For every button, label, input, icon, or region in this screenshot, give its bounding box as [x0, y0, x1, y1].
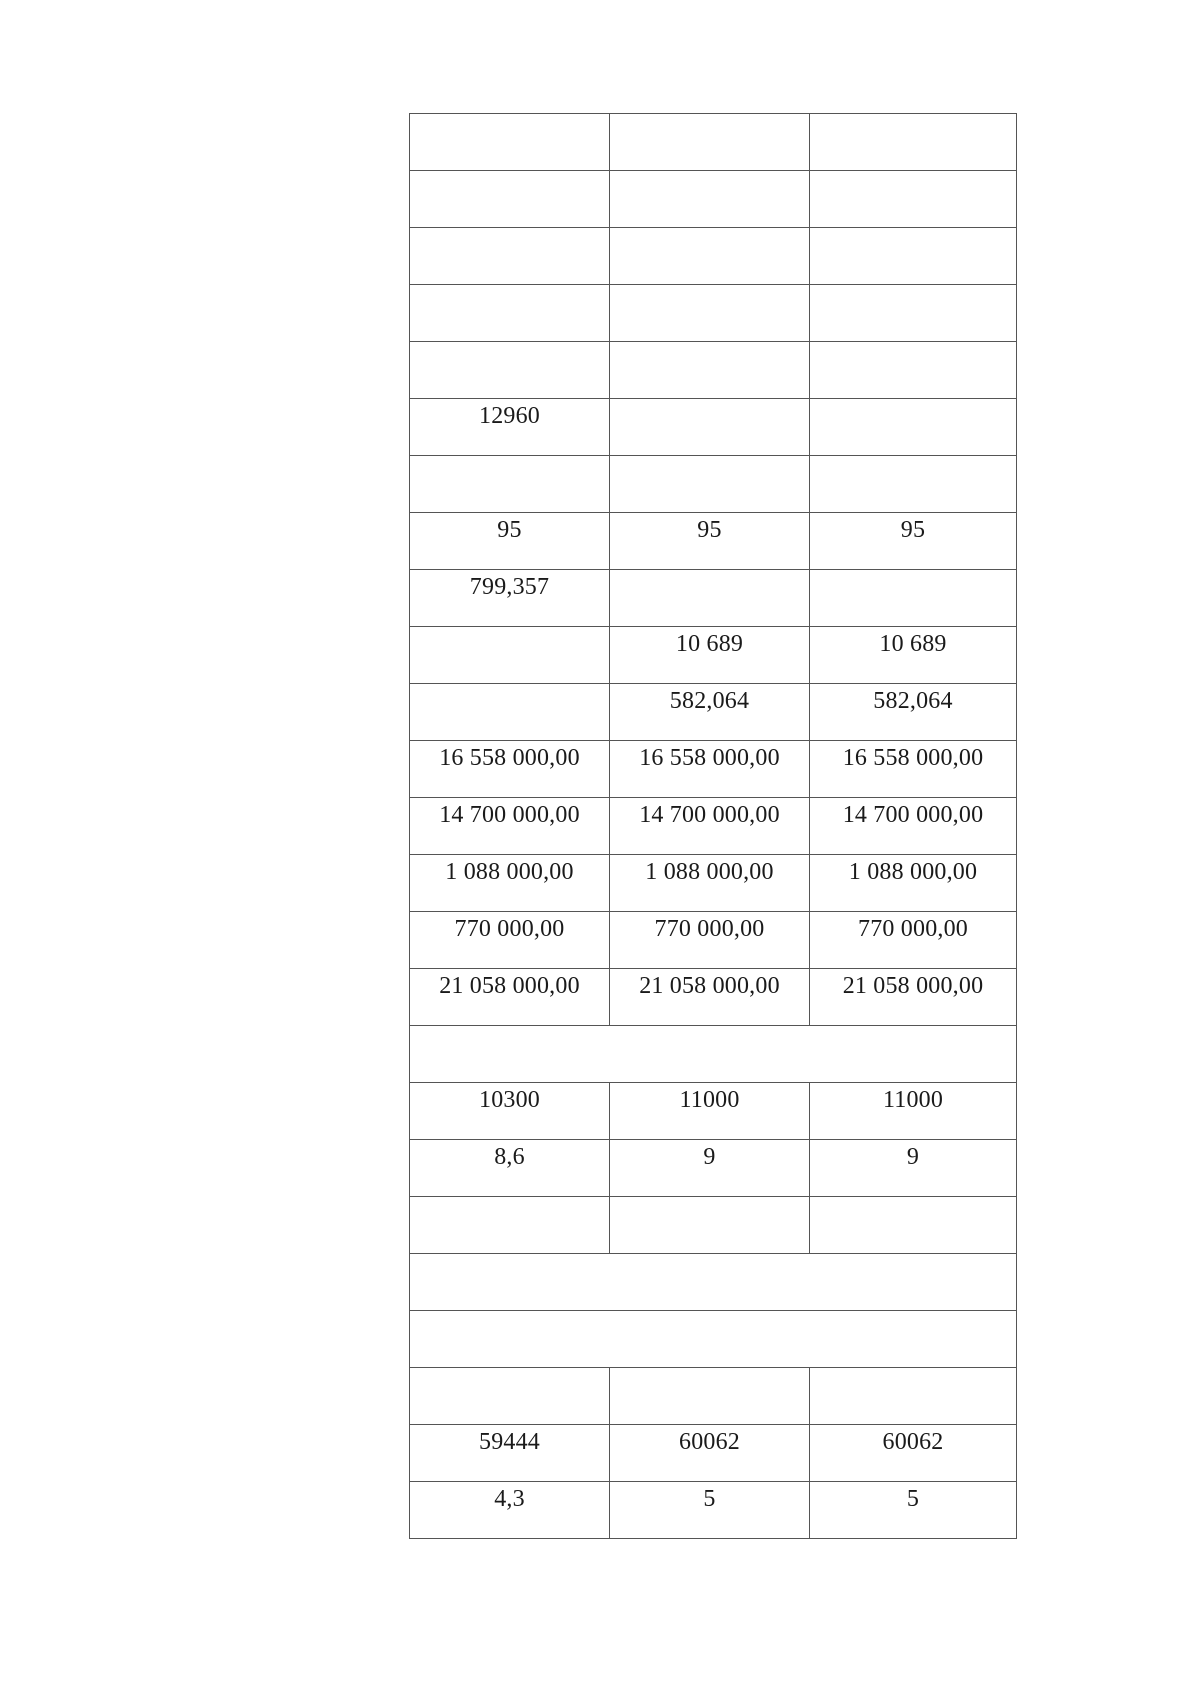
- table-cell-col-3: [810, 114, 1017, 171]
- table-cell-col-1: [410, 114, 610, 171]
- table-cell-col-1: 59444: [410, 1425, 610, 1482]
- table-row: [410, 684, 1017, 741]
- table-body: [410, 114, 1017, 1539]
- table-cell-col-1: 1 088 000,00: [410, 855, 610, 912]
- table-cell-col-1: 21 058 000,00: [410, 969, 610, 1026]
- table-cell-col-3: [810, 171, 1017, 228]
- table-cell-col-1: [410, 1197, 610, 1254]
- table-row: [410, 798, 1017, 855]
- table-cell-col-3: [810, 1368, 1017, 1425]
- table-row: [410, 855, 1017, 912]
- table-cell-col-2: [610, 171, 810, 228]
- table-row: [410, 1140, 1017, 1197]
- table-cell-col-2: 582,064: [610, 684, 810, 741]
- table-cell-col-1: 770 000,00: [410, 912, 610, 969]
- table-cell-col-1: [410, 171, 610, 228]
- table-cell-col-1: 12960: [410, 399, 610, 456]
- table-cell-col-2: [610, 456, 810, 513]
- table-row: [410, 627, 1017, 684]
- table-cell-col-3: [810, 456, 1017, 513]
- table-cell-col-2: 1 088 000,00: [610, 855, 810, 912]
- table-cell-col-3: 770 000,00: [810, 912, 1017, 969]
- table-row: [410, 741, 1017, 798]
- table-merged-cell: [410, 1254, 1017, 1311]
- table-cell-col-1: [410, 1368, 610, 1425]
- table-cell-col-1: 10300: [410, 1083, 610, 1140]
- table-cell-col-2: 60062: [610, 1425, 810, 1482]
- table-cell-col-1: 14 700 000,00: [410, 798, 610, 855]
- table-row: [410, 171, 1017, 228]
- table-row: [410, 1425, 1017, 1482]
- table-cell-col-1: [410, 684, 610, 741]
- table-cell-col-3: [810, 1197, 1017, 1254]
- table-row: [410, 1197, 1017, 1254]
- table-row: [410, 513, 1017, 570]
- table-cell-col-2: [610, 399, 810, 456]
- table-row: [410, 1311, 1017, 1368]
- data-table: [409, 113, 1017, 1539]
- table-cell-col-3: 5: [810, 1482, 1017, 1539]
- table-row: [410, 228, 1017, 285]
- table-cell-col-3: 10 689: [810, 627, 1017, 684]
- table-merged-cell: [410, 1026, 1017, 1083]
- table-cell-col-3: 95: [810, 513, 1017, 570]
- table-cell-col-2: 95: [610, 513, 810, 570]
- table-row: [410, 1368, 1017, 1425]
- table-cell-col-2: 5: [610, 1482, 810, 1539]
- table-cell-col-2: [610, 228, 810, 285]
- table-cell-col-3: 11000: [810, 1083, 1017, 1140]
- table-cell-col-2: [610, 114, 810, 171]
- table-cell-col-3: 14 700 000,00: [810, 798, 1017, 855]
- table-cell-col-2: 770 000,00: [610, 912, 810, 969]
- table-cell-col-3: [810, 285, 1017, 342]
- table-cell-col-1: 8,6: [410, 1140, 610, 1197]
- table-cell-col-3: 16 558 000,00: [810, 741, 1017, 798]
- table-cell-col-2: [610, 1368, 810, 1425]
- table-cell-col-1: [410, 285, 610, 342]
- table-cell-col-3: [810, 342, 1017, 399]
- table-cell-col-3: 1 088 000,00: [810, 855, 1017, 912]
- table-cell-col-2: [610, 342, 810, 399]
- table-row: [410, 285, 1017, 342]
- table-cell-col-3: 9: [810, 1140, 1017, 1197]
- table-row: [410, 1482, 1017, 1539]
- table-cell-col-1: 4,3: [410, 1482, 610, 1539]
- table-cell-col-1: [410, 456, 610, 513]
- table-row: [410, 570, 1017, 627]
- table-row: [410, 1083, 1017, 1140]
- table-cell-col-2: 10 689: [610, 627, 810, 684]
- table-cell-col-1: [410, 627, 610, 684]
- table-cell-col-3: [810, 399, 1017, 456]
- table-cell-col-3: 60062: [810, 1425, 1017, 1482]
- table-cell-col-1: 95: [410, 513, 610, 570]
- table-cell-col-2: [610, 1197, 810, 1254]
- table-cell-col-1: 799,357: [410, 570, 610, 627]
- table-row: [410, 114, 1017, 171]
- table-row: [410, 456, 1017, 513]
- table-row: [410, 969, 1017, 1026]
- table-cell-col-3: [810, 228, 1017, 285]
- table-row: [410, 342, 1017, 399]
- table-cell-col-2: 9: [610, 1140, 810, 1197]
- table-cell-col-1: 16 558 000,00: [410, 741, 610, 798]
- table-cell-col-3: [810, 570, 1017, 627]
- table-cell-col-2: 11000: [610, 1083, 810, 1140]
- table-row: [410, 399, 1017, 456]
- table-cell-col-2: [610, 570, 810, 627]
- table-cell-col-2: 14 700 000,00: [610, 798, 810, 855]
- table-row: [410, 912, 1017, 969]
- table-cell-col-2: 16 558 000,00: [610, 741, 810, 798]
- table-row: [410, 1254, 1017, 1311]
- table-cell-col-1: [410, 342, 610, 399]
- table-cell-col-1: [410, 228, 610, 285]
- table-merged-cell: [410, 1311, 1017, 1368]
- table-row: [410, 1026, 1017, 1083]
- table-cell-col-3: 21 058 000,00: [810, 969, 1017, 1026]
- table-cell-col-3: 582,064: [810, 684, 1017, 741]
- table-cell-col-2: 21 058 000,00: [610, 969, 810, 1026]
- table-cell-col-2: [610, 285, 810, 342]
